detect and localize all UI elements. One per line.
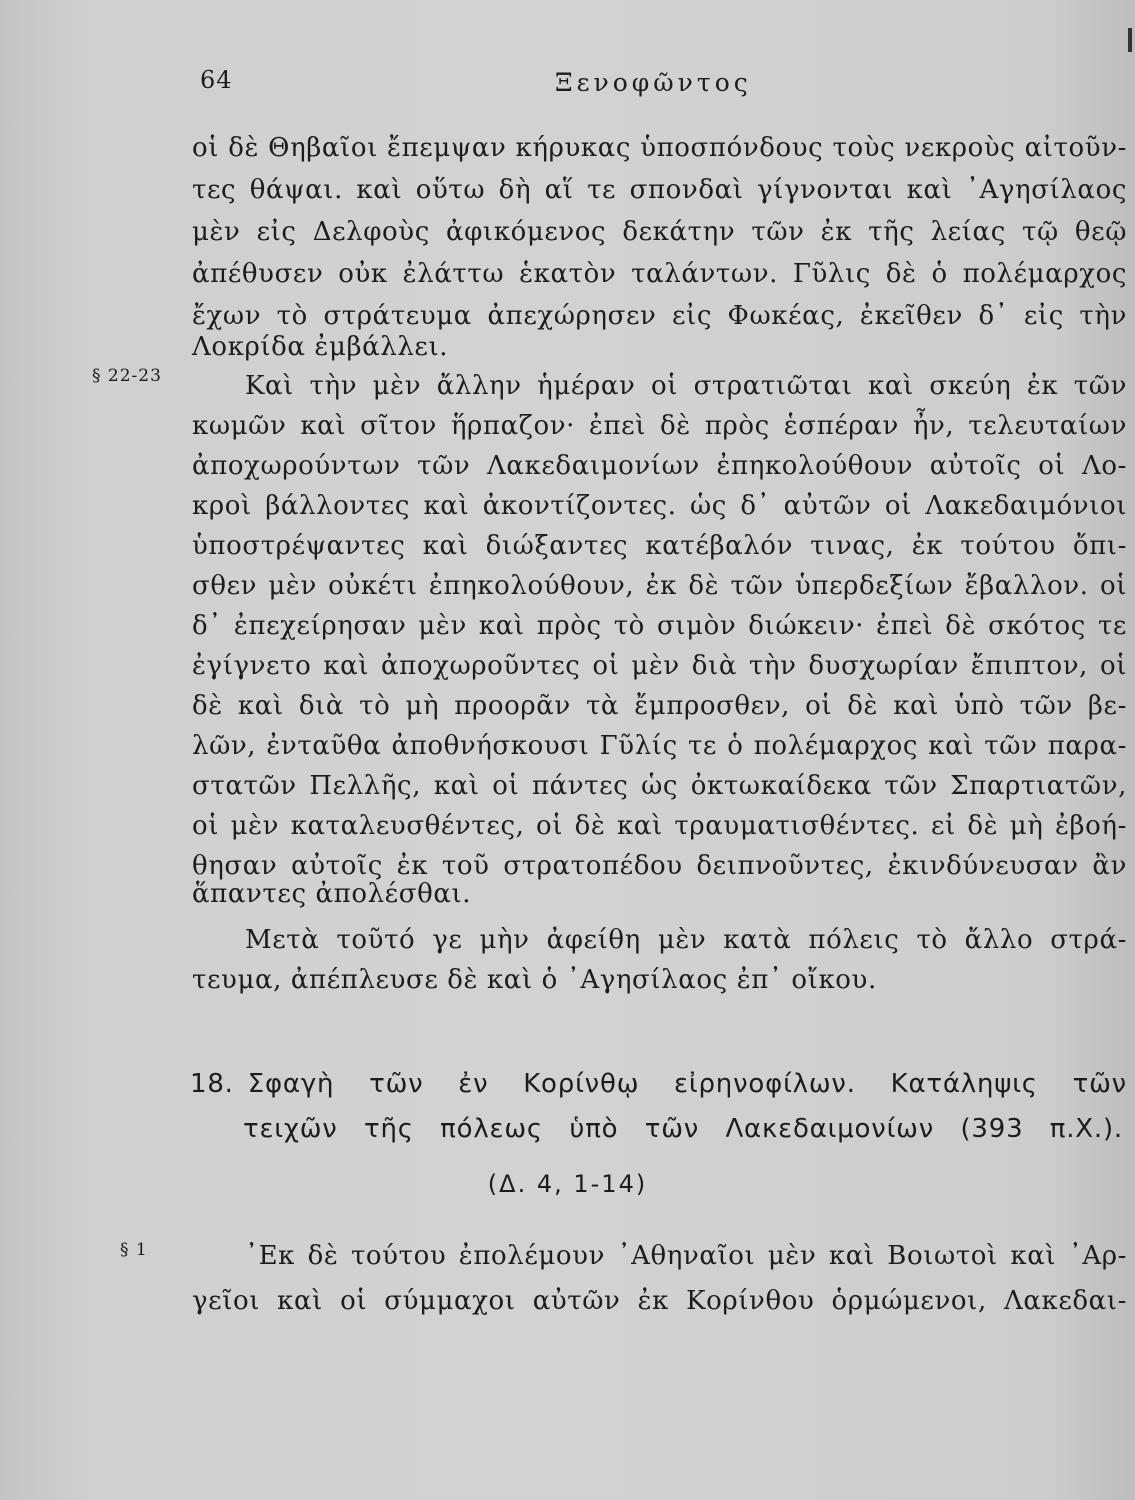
text-line: τευμα, ἀπέπλευσε δὲ καὶ ὁ ᾿Αγησίλαος ἐπ᾿ οἴκου.	[192, 965, 877, 995]
text-line: Μετὰ τοῦτό γε μὴν ἀφείθη μὲν κατὰ πόλεις τὸ ἄλλο στρά-	[245, 925, 1127, 955]
section-reference: (Δ. 4, 1-14)	[487, 1170, 648, 1198]
text-line: κροὶ βάλλοντες καὶ ἀκοντίζοντες. ὡς δ᾿ αὐτῶν οἱ Λακεδαιμόνιοι	[192, 491, 1127, 521]
text-line: κωμῶν καὶ σῖτον ἥρπαζον· ἐπεὶ δὲ πρὸς ἑσπέραν ἦν, τελευταίων	[192, 411, 1127, 441]
margin-section-note: § 1	[120, 1240, 148, 1260]
text-line: Λοκρίδα ἐμβάλλει.	[192, 332, 449, 362]
text-line: στατῶν Πελλῆς, καὶ οἱ πάντες ὡς ὀκτωκαίδεκα τῶν Σπαρτιατῶν,	[192, 771, 1127, 801]
section-title-line	[190, 1062, 1127, 1106]
text-line: ἀπέθυσεν οὐκ ἐλάττω ἑκατὸν ταλάντων. Γῦλις δὲ ὁ πολέμαρχος	[192, 259, 1127, 289]
text-line: οἱ δὲ Θηβαῖοι ἔπεμψαν κήρυκας ὑποσπόνδους τοὺς νεκροὺς αἰτοῦν-	[192, 133, 1127, 163]
margin-section-note: § 22-23	[92, 366, 162, 386]
text-line: ἀποχωρούντων τῶν Λακεδαιμονίων ἐπηκολούθουν αὐτοῖς οἱ Λο-	[192, 451, 1127, 481]
text-line: ᾿Εκ δὲ τούτου ἐπολέμουν ᾿Αθηναῖοι μὲν καὶ Βοιωτοὶ καὶ ᾿Αρ-	[245, 1241, 1127, 1271]
page-header	[0, 66, 1135, 106]
section-title-text: Σφαγὴ τῶν ἐν Κορίνθῳ εἰρηνοφίλων. Κατάληψις τῶν	[247, 1069, 1127, 1099]
text-line: λῶν, ἐνταῦθα ἀποθνήσκουσι Γῦλίς τε ὁ πολέμαρχος καὶ τῶν παρα-	[192, 731, 1127, 761]
text-line: γεῖοι καὶ οἱ σύμμαχοι αὐτῶν ἐκ Κορίνθου ὁρμώμενοι, Λακεδαι-	[192, 1286, 1127, 1316]
text-line: ἐγίγνετο καὶ ἀποχωροῦντες οἱ μὲν διὰ τὴν δυσχωρίαν ἔπιπτον, οἱ	[192, 651, 1127, 681]
text-line: μὲν εἰς Δελφοὺς ἀφικόμενος δεκάτην τῶν ἐκ τῆς λείας τῷ θεῷ	[192, 217, 1127, 247]
section-title-line: τειχῶν τῆς πόλεως ὑπὸ τῶν Λακεδαιμονίων (393 π.Χ.).	[243, 1114, 1123, 1144]
text-line: δὲ καὶ διὰ τὸ μὴ προορᾶν τὰ ἔμπροσθεν, οἱ δὲ καὶ ὑπὸ τῶν βε-	[192, 691, 1127, 721]
text-line: θησαν αὐτοῖς ἐκ τοῦ στρατοπέδου δειπνοῦντες, ἐκινδύνευσαν ἂν	[192, 851, 1127, 881]
page-edge-mark	[1128, 28, 1132, 52]
text-line: τες θάψαι. καὶ οὕτω δὴ αἵ τε σπονδαὶ γίγνονται καὶ ᾿Αγησίλαος	[192, 175, 1127, 205]
page-number: 64	[200, 66, 233, 94]
text-line: Καὶ τὴν μὲν ἄλλην ἡμέραν οἱ στρατιῶται καὶ σκεύη ἐκ τῶν	[245, 371, 1127, 401]
running-head: Ξενοφῶντος	[555, 68, 752, 97]
text-line: δ᾿ ἐπεχείρησαν μὲν καὶ πρὸς τὸ σιμὸν διώκειν· ἐπεὶ δὲ σκότος τε	[192, 611, 1127, 641]
text-line: ἅπαντες ἀπολέσθαι.	[192, 879, 472, 909]
text-line: ἔχων τὸ στράτευμα ἀπεχώρησεν εἰς Φωκέας, ἐκεῖθεν δ᾿ εἰς τὴν	[192, 301, 1127, 331]
text-line: σθεν μὲν οὐκέτι ἐπηκολούθουν, ἐκ δὲ τῶν ὑπερδεξίων ἔβαλλον. οἱ	[192, 571, 1127, 601]
section-number: 18.	[190, 1069, 234, 1099]
text-line: ὑποστρέψαντες καὶ διώξαντες κατέβαλόν τινας, ἐκ τούτου ὄπι-	[192, 531, 1127, 561]
text-line: οἱ μὲν καταλευσθέντες, οἱ δὲ καὶ τραυματισθέντες. εἰ δὲ μὴ ἐβοή-	[192, 811, 1127, 841]
